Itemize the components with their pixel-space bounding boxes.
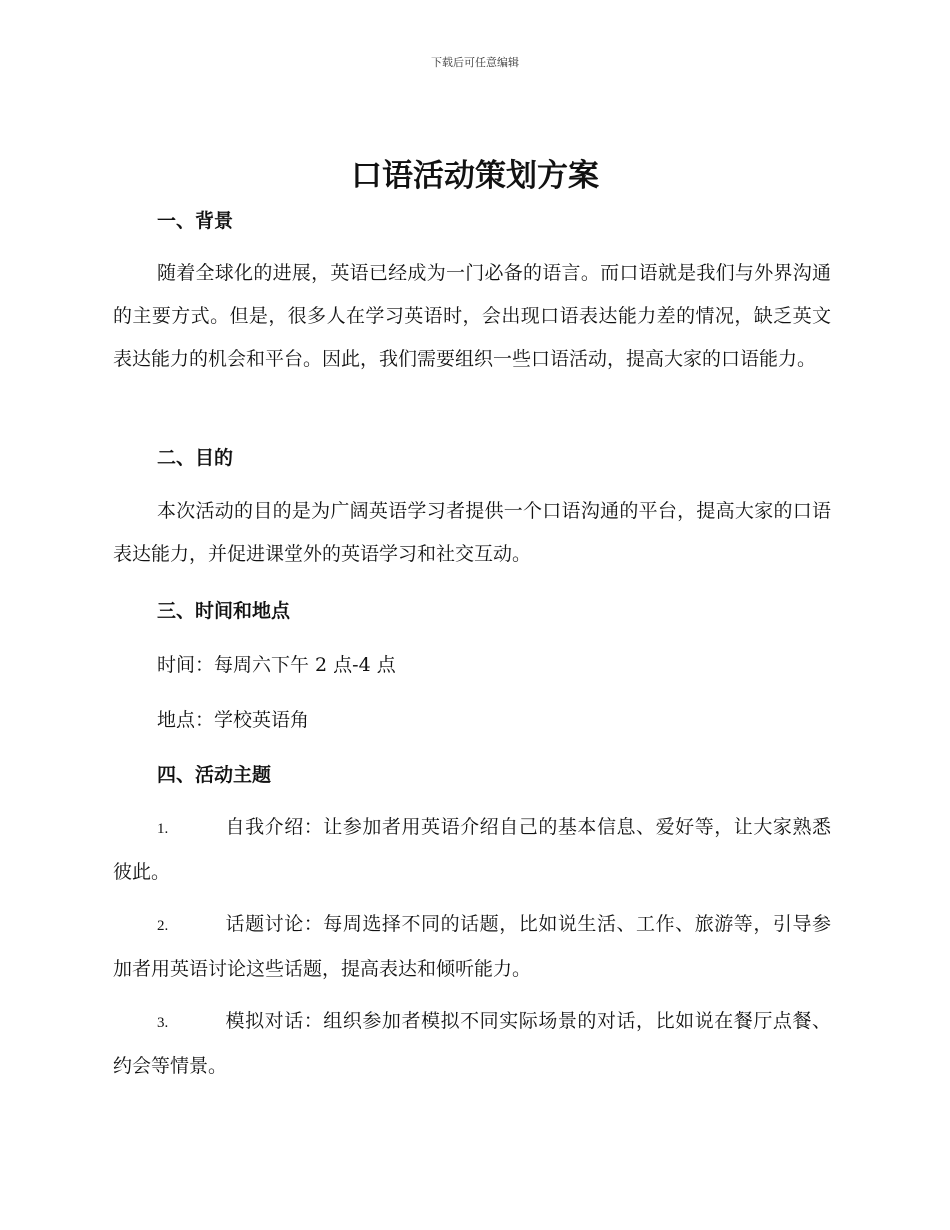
theme-list-item xyxy=(113,1000,831,1088)
section-heading-time-place: 三、时间和地点 xyxy=(157,600,291,622)
list-number: 1. xyxy=(157,821,169,837)
list-item-text: 话题讨论：每周选择不同的话题，比如说生活、工作、旅游等，引导参加者用英语讨论这些话题，提高表达和倾听能力。 xyxy=(113,913,831,980)
section-heading-purpose: 二、目的 xyxy=(157,447,234,469)
header-note: 下载后可任意编辑 xyxy=(431,56,519,69)
theme-list-item xyxy=(113,903,831,991)
list-number: 3. xyxy=(157,1015,169,1031)
section-heading-themes: 四、活动主题 xyxy=(157,764,272,786)
purpose-paragraph: 本次活动的目的是为广阔英语学习者提供一个口语沟通的平台，提高大家的口语表达能力，并促进课堂外的英语学习和社交互动。 xyxy=(113,500,831,565)
place-line: 地点：学校英语角 xyxy=(157,709,310,731)
section-heading-background: 一、背景 xyxy=(157,210,234,232)
document-title: 口语活动策划方案 xyxy=(351,158,599,194)
theme-list-item xyxy=(113,806,831,894)
list-number: 2. xyxy=(157,918,169,934)
time-line: 时间：每周六下午 2 点-4 点 xyxy=(157,654,396,676)
list-item-text: 模拟对话：组织参加者模拟不同实际场景的对话，比如说在餐厅点餐、约会等情景。 xyxy=(113,1010,831,1077)
background-paragraph: 随着全球化的进展，英语已经成为一门必备的语言。而口语就是我们与外界沟通的主要方式。但是，很多人在学习英语时，会出现口语表达能力差的情况，缺乏英文表达能力的机会和平台。因此，我们需要组织一些口语活动，提高大家的口语能力。 xyxy=(113,262,831,370)
list-item-text: 自我介绍：让参加者用英语介绍自己的基本信息、爱好等，让大家熟悉彼此。 xyxy=(113,816,831,883)
